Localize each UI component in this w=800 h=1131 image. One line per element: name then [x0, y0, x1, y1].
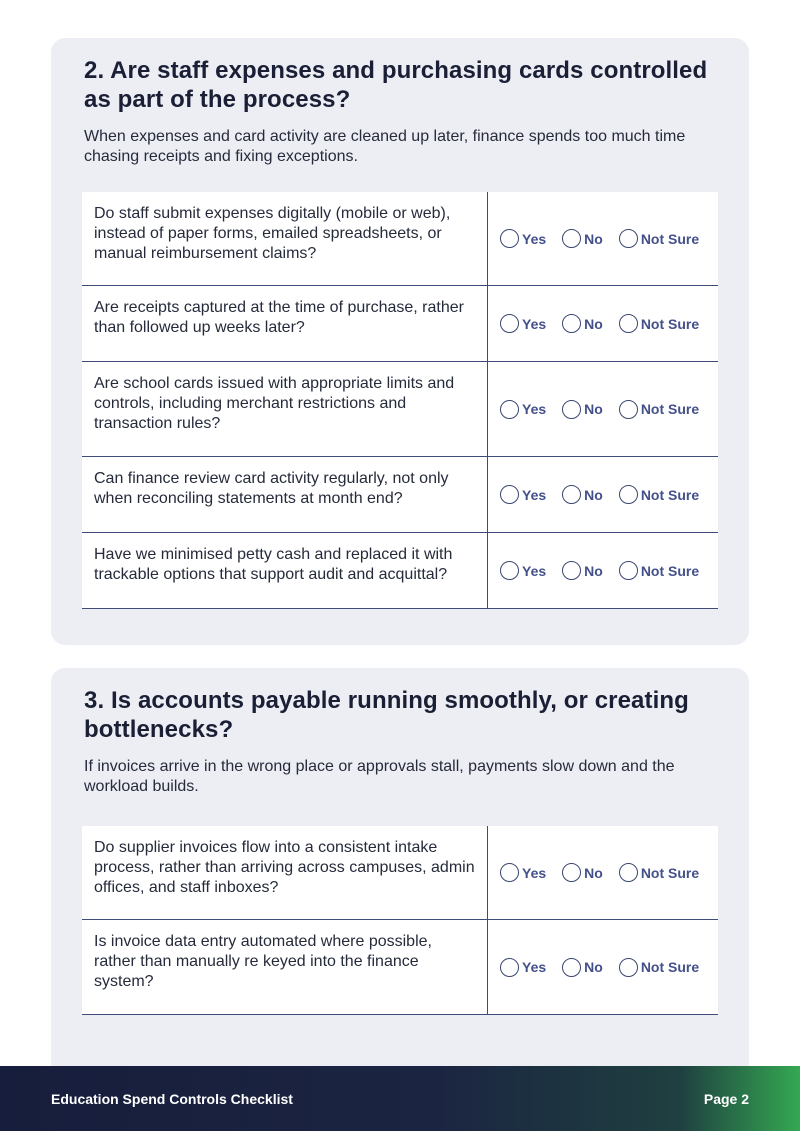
option-label: Yes — [522, 401, 547, 417]
answer-options — [488, 826, 718, 919]
radio-circle-icon[interactable] — [562, 314, 581, 333]
question-row — [82, 192, 718, 286]
section-intro: When expenses and card activity are cleaned up later, finance spends too much time chasing receipts and fixing exceptions. — [84, 128, 686, 165]
question-row — [82, 286, 718, 362]
question-row — [82, 920, 718, 1015]
section-intro: If invoices arrive in the wrong place or approvals stall, payments slow down and the workload builds. — [84, 758, 675, 795]
option-not-sure[interactable] — [619, 229, 699, 248]
option-not-sure[interactable] — [619, 958, 699, 977]
radio-circle-icon[interactable] — [500, 229, 519, 248]
section-accounts-payable — [51, 668, 749, 1131]
radio-circle-icon[interactable] — [562, 561, 581, 580]
question-row — [82, 533, 718, 609]
option-label: Not Sure — [640, 864, 700, 881]
question-text: Do staff submit expenses digitally (mobile or web), instead of paper forms, emailed spreadsheets, or manual reimbursement claims? — [82, 192, 488, 285]
radio-circle-icon[interactable] — [500, 958, 519, 977]
option-no[interactable] — [562, 863, 603, 882]
radio-circle-icon[interactable] — [619, 314, 638, 333]
option-no[interactable] — [562, 229, 603, 248]
option-label: No — [584, 562, 603, 579]
option-label: Yes — [522, 864, 547, 881]
radio-circle-icon[interactable] — [619, 561, 638, 580]
question-text: Have we minimised petty cash and replaced it with trackable options that support audit and acquittal? — [82, 533, 488, 608]
option-yes[interactable] — [500, 314, 546, 333]
question-text: Do supplier invoices flow into a consistent intake process, rather than arriving across campuses, admin offices, and staff inboxes? — [82, 826, 488, 919]
radio-circle-icon[interactable] — [619, 400, 638, 419]
option-label: Yes — [522, 315, 547, 332]
page-footer — [0, 1066, 800, 1131]
radio-circle-icon[interactable] — [619, 485, 638, 504]
option-label: No — [584, 315, 603, 332]
radio-circle-icon[interactable] — [562, 485, 581, 504]
section-staff-expenses — [51, 38, 749, 645]
question-row — [82, 826, 718, 920]
option-label: Not Sure — [640, 486, 700, 503]
option-no[interactable] — [562, 485, 603, 504]
answer-options — [488, 457, 718, 532]
option-no[interactable] — [562, 958, 603, 977]
radio-circle-icon[interactable] — [500, 400, 519, 419]
answer-options — [488, 533, 718, 608]
question-table — [82, 192, 718, 609]
radio-circle-icon[interactable] — [562, 863, 581, 882]
radio-circle-icon[interactable] — [562, 958, 581, 977]
option-not-sure[interactable] — [619, 400, 699, 419]
question-text: Are school cards issued with appropriate limits and controls, including merchant restrictions and transaction rules? — [82, 362, 488, 456]
option-label: No — [584, 401, 603, 417]
radio-circle-icon[interactable] — [500, 863, 519, 882]
radio-circle-icon[interactable] — [619, 958, 638, 977]
option-label: Yes — [522, 230, 547, 247]
section-title: 2. Are staff expenses and purchasing cards controlled as part of the process? — [84, 57, 708, 113]
option-label: No — [584, 864, 603, 881]
option-yes[interactable] — [500, 229, 546, 248]
option-label: Not Sure — [640, 959, 700, 975]
radio-circle-icon[interactable] — [500, 485, 519, 504]
question-text: Can finance review card activity regularly, not only when reconciling statements at month end? — [82, 457, 488, 532]
option-label: No — [584, 959, 603, 975]
option-not-sure[interactable] — [619, 863, 699, 882]
radio-circle-icon[interactable] — [619, 229, 638, 248]
answer-options — [488, 286, 718, 361]
option-no[interactable] — [562, 561, 603, 580]
section-title: 3. Is accounts payable running smoothly, or creating bottlenecks? — [84, 687, 689, 743]
option-yes[interactable] — [500, 485, 546, 504]
option-no[interactable] — [562, 314, 603, 333]
question-text: Are receipts captured at the time of purchase, rather than followed up weeks later? — [82, 286, 488, 361]
option-label: Not Sure — [640, 230, 700, 247]
option-no[interactable] — [562, 400, 603, 419]
answer-options — [488, 192, 718, 285]
page-number: Page 2 — [703, 1090, 749, 1107]
question-table — [82, 826, 718, 1015]
option-yes[interactable] — [500, 400, 546, 419]
option-not-sure[interactable] — [619, 485, 699, 504]
option-label: No — [584, 486, 603, 503]
radio-circle-icon[interactable] — [500, 561, 519, 580]
option-label: Yes — [522, 486, 547, 503]
answer-options — [488, 920, 718, 1014]
radio-circle-icon[interactable] — [500, 314, 519, 333]
option-yes[interactable] — [500, 863, 546, 882]
question-row — [82, 362, 718, 457]
option-label: No — [584, 230, 603, 247]
option-not-sure[interactable] — [619, 561, 699, 580]
option-label: Not Sure — [640, 562, 700, 579]
radio-circle-icon[interactable] — [562, 229, 581, 248]
question-row — [82, 457, 718, 533]
answer-options — [488, 362, 718, 456]
radio-circle-icon[interactable] — [619, 863, 638, 882]
option-yes[interactable] — [500, 958, 546, 977]
option-label: Yes — [522, 959, 547, 975]
option-yes[interactable] — [500, 561, 546, 580]
footer-title: Education Spend Controls Checklist — [51, 1090, 293, 1107]
radio-circle-icon[interactable] — [562, 400, 581, 419]
option-not-sure[interactable] — [619, 314, 699, 333]
option-label: Not Sure — [640, 401, 700, 417]
option-label: Yes — [522, 562, 547, 579]
option-label: Not Sure — [640, 315, 700, 332]
question-text: Is invoice data entry automated where possible, rather than manually re keyed into the finance system? — [82, 920, 488, 1014]
